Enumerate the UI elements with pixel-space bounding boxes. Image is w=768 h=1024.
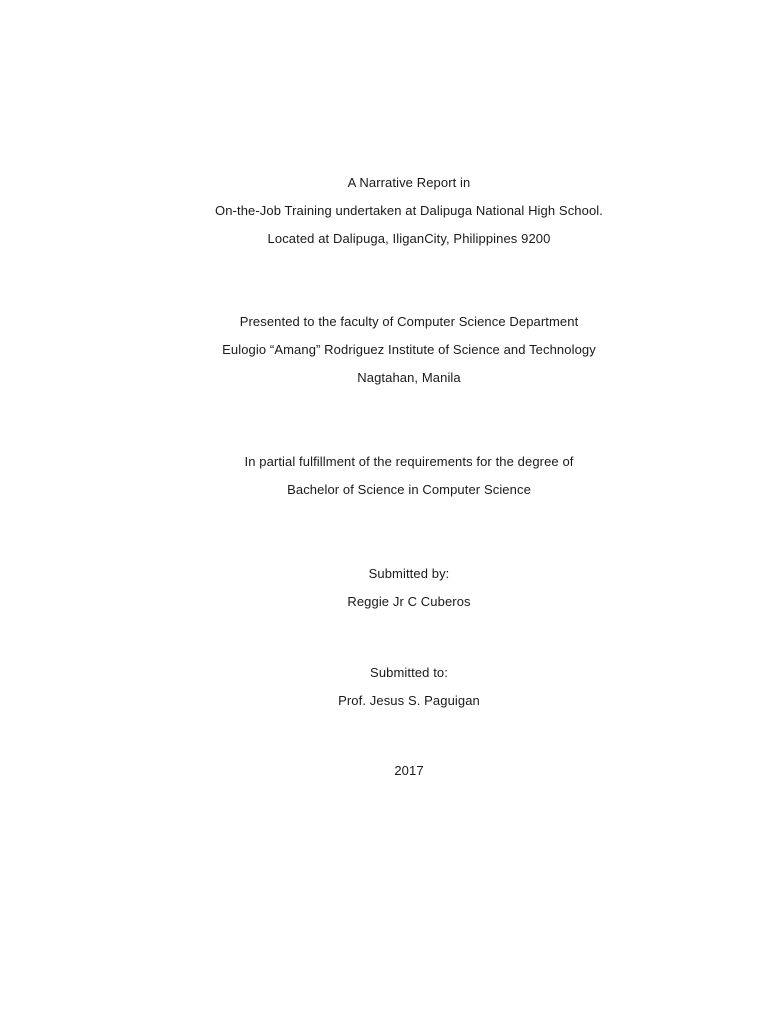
submitted-to-name: Prof. Jesus S. Paguigan (338, 693, 480, 708)
report-title-line-1: A Narrative Report in (347, 175, 471, 190)
report-year: 2017 (394, 763, 424, 778)
institution-location-line: Nagtahan, Manila (357, 370, 461, 385)
submitted-by-name: Reggie Jr C Cuberos (347, 594, 471, 609)
degree-line: Bachelor of Science in Computer Science (287, 482, 531, 497)
fulfillment-line: In partial fulfillment of the requirements for the degree of (244, 454, 574, 469)
submitted-to-label: Submitted to: (370, 665, 448, 680)
report-location-line: Located at Dalipuga, IliganCity, Philippines 9200 (267, 231, 551, 246)
submitted-by-label: Submitted by: (368, 566, 450, 581)
institution-name-line: Eulogio “Amang” Rodriguez Institute of Science and Technology (222, 342, 596, 357)
report-title-line-2: On-the-Job Training undertaken at Dalipuga National High School. (215, 203, 603, 218)
presented-to-line: Presented to the faculty of Computer Science Department (239, 314, 579, 329)
